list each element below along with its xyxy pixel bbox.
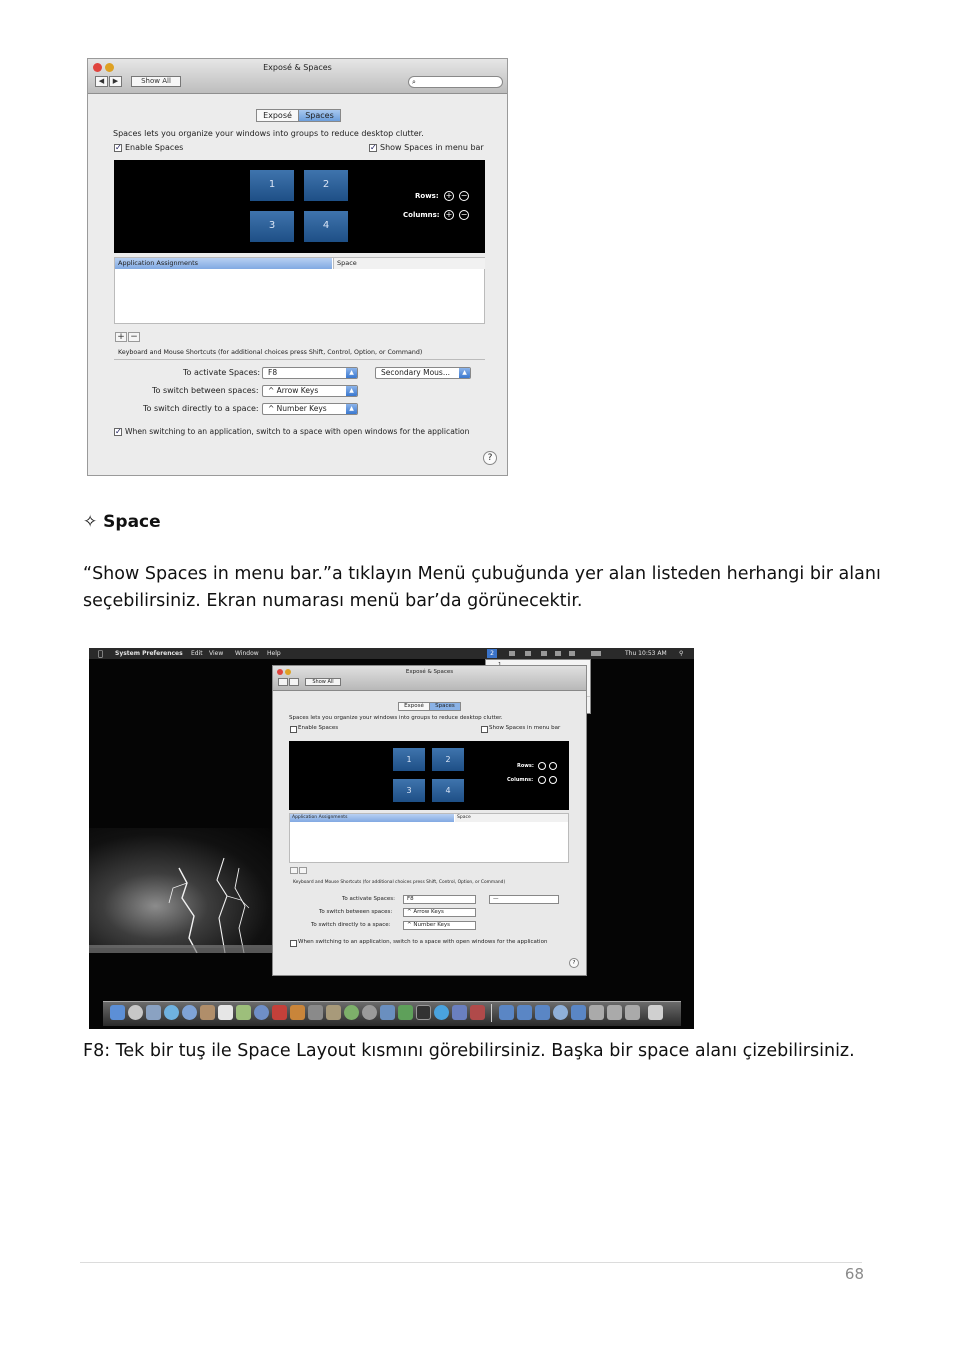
switch-direct-value: ^ Number Keys (268, 404, 327, 413)
space-tile-2[interactable]: 2 (432, 748, 464, 771)
help-button[interactable]: ? (569, 958, 579, 968)
app-icon[interactable] (470, 1005, 485, 1020)
bluetooth-icon[interactable] (525, 651, 531, 656)
rows-add-button[interactable]: + (445, 191, 453, 200)
spaces-description: Spaces lets you organize your windows into groups to reduce desktop clutter. (289, 715, 503, 721)
spotlight-icon[interactable]: ⚲ (679, 650, 684, 657)
back-button[interactable]: ◀ (95, 76, 108, 87)
spaces-layout-preview (289, 741, 569, 810)
address-book-icon[interactable] (200, 1005, 215, 1020)
show-in-menu-bar-checkbox[interactable] (481, 726, 488, 733)
time-machine-dock-icon[interactable] (344, 1005, 359, 1020)
rows-add-button[interactable] (538, 762, 546, 770)
xcode-icon[interactable] (380, 1005, 395, 1020)
column-header-application[interactable]: Application Assignments (290, 814, 454, 822)
space-tile-3[interactable]: 3 (393, 779, 425, 802)
activate-spaces-select[interactable]: F8 (403, 895, 476, 904)
switch-between-value: ^ Arrow Keys (268, 386, 319, 395)
chevron-updown-icon: ▲ (346, 404, 357, 414)
auto-switch-checkbox[interactable]: ✓ (115, 427, 122, 436)
enable-spaces-checkbox[interactable] (290, 726, 297, 733)
system-preferences-icon[interactable] (362, 1005, 377, 1020)
apple-icon[interactable] (98, 648, 103, 659)
switch-between-label: To switch between spaces: (319, 909, 393, 915)
preview-icon[interactable] (236, 1005, 251, 1020)
show-all-button[interactable]: Show All (305, 678, 341, 686)
folder-icon[interactable] (571, 1005, 586, 1020)
activate-spaces-select[interactable] (262, 367, 358, 379)
auto-switch-label: When switching to an application, switch to a space with open windows for the application (125, 427, 470, 436)
switch-direct-label: To switch directly to a space: (311, 922, 391, 928)
ical-icon[interactable] (218, 1005, 233, 1020)
activate-spaces-value: F8 (268, 368, 278, 377)
chevron-updown-icon: ▲ (346, 368, 357, 378)
section-title: Space (103, 512, 161, 532)
switch-between-label: To switch between spaces: (152, 386, 259, 395)
enable-spaces-label: Enable Spaces (298, 725, 339, 731)
folder-icon[interactable] (499, 1005, 514, 1020)
tab-expose[interactable]: Exposé (256, 109, 299, 122)
activate-mouse-select[interactable]: — (489, 895, 559, 904)
help-button[interactable]: ? (483, 451, 497, 465)
desktop-screenshot (89, 648, 694, 1029)
time-machine-icon[interactable] (541, 651, 547, 656)
document-icon[interactable] (589, 1005, 604, 1020)
shortcuts-header: Keyboard and Mouse Shortcuts (for additional choices press Shift, Control, Option, or Command) (293, 880, 506, 885)
rows-label: Rows: (517, 763, 534, 769)
columns-label: Columns: (507, 777, 534, 783)
shortcuts-header: Keyboard and Mouse Shortcuts (for additional choices press Shift, Control, Option, or Command) (118, 349, 423, 356)
tab-spaces[interactable]: Spaces (298, 109, 341, 122)
application-assignments-table[interactable] (289, 813, 569, 863)
menu-window[interactable]: Window (235, 650, 259, 657)
columns-add-button[interactable]: + (445, 210, 453, 219)
tab-expose[interactable]: Exposé (398, 702, 430, 711)
spaces-layout-preview (114, 160, 485, 253)
menu-extra-icon[interactable] (509, 651, 515, 656)
column-header-application[interactable]: Application Assignments (115, 258, 332, 269)
divider (114, 359, 485, 360)
safari-icon[interactable] (164, 1005, 179, 1020)
activate-spaces-label: To activate Spaces: (342, 896, 396, 902)
auto-switch-checkbox[interactable] (290, 940, 297, 947)
menu-system-preferences[interactable]: System Preferences (115, 650, 183, 657)
enable-spaces-label: Enable Spaces (125, 143, 184, 152)
auto-switch-label: When switching to an application, switch to a space with open windows for the application (298, 939, 548, 945)
footer-divider (80, 1262, 862, 1263)
switch-between-select[interactable] (262, 385, 358, 397)
dock (103, 1001, 681, 1026)
column-header-space[interactable]: Space (455, 814, 568, 822)
spaces-description: Spaces lets you organize your windows into groups to reduce desktop clutter. (113, 129, 424, 138)
garageband-icon[interactable] (326, 1005, 341, 1020)
show-all-button[interactable]: Show All (131, 76, 181, 87)
show-in-menu-bar-label: Show Spaces in menu bar (380, 143, 484, 152)
show-in-menu-bar-label: Show Spaces in menu bar (489, 725, 561, 731)
activity-monitor-icon[interactable] (398, 1005, 413, 1020)
dock-separator (491, 1004, 492, 1022)
imovie-icon[interactable] (308, 1005, 323, 1020)
spaces-menu-extra[interactable]: 2 (487, 649, 497, 658)
space-tile-3[interactable]: 3 (250, 211, 294, 242)
columns-add-button[interactable] (538, 776, 546, 784)
mail-icon[interactable] (146, 1005, 161, 1020)
sparkle-bullet-icon: ✧ (83, 512, 98, 532)
space-tile-2[interactable]: 2 (304, 170, 348, 201)
menu-bar (89, 648, 694, 659)
switch-direct-select[interactable]: ^ Number Keys (403, 921, 476, 930)
window-title: Exposé & Spaces (405, 669, 454, 675)
search-input[interactable] (408, 76, 503, 88)
download-icon[interactable] (553, 1005, 568, 1020)
add-assignment-button[interactable] (290, 867, 298, 874)
columns-remove-button[interactable]: − (460, 210, 468, 219)
forward-button[interactable]: ▶ (109, 76, 122, 87)
folder-icon[interactable] (517, 1005, 532, 1020)
itunes-icon[interactable] (254, 1005, 269, 1020)
page-number: 68 (844, 1265, 864, 1283)
remove-assignment-button[interactable]: − (128, 332, 140, 342)
add-assignment-button[interactable]: + (115, 332, 127, 342)
lightning-bolts (89, 828, 279, 953)
photo-booth-icon[interactable] (272, 1005, 287, 1020)
horizon (89, 945, 279, 953)
dashboard-icon[interactable] (128, 1005, 143, 1020)
show-in-menu-bar-checkbox[interactable]: ✓ (370, 143, 377, 152)
switch-between-select[interactable]: ^ Arrow Keys (403, 908, 476, 917)
remove-assignment-button[interactable] (299, 867, 307, 874)
window-title: Exposé & Spaces (263, 63, 332, 72)
menu-help[interactable]: Help (267, 650, 281, 657)
tab-spaces[interactable]: Spaces (429, 702, 461, 711)
menu-edit[interactable]: Edit (191, 650, 203, 657)
paragraph-menu-bar: “Show Spaces in menu bar.”a tıklayın Menü çubuğunda yer alan listeden herhangi bir alanı seçebilirsiniz. Ekran numarası menü bar’da görünecektir. (83, 564, 881, 611)
finder-icon[interactable] (110, 1005, 125, 1020)
iphoto-icon[interactable] (290, 1005, 305, 1020)
application-assignments-table[interactable] (114, 257, 485, 324)
space-tile-4[interactable]: 4 (432, 779, 464, 802)
section-heading (83, 512, 161, 532)
space-tile-1[interactable]: 1 (250, 170, 294, 201)
activate-mouse-select[interactable] (375, 367, 471, 379)
paragraph-f8: F8: Tek bir tuş ile Space Layout kısmını görebilirsiniz. Başka bir space alanı çizebilirsiniz. (83, 1041, 855, 1061)
terminal-icon[interactable] (416, 1005, 431, 1020)
wifi-icon[interactable] (555, 651, 561, 656)
window-titlebar (273, 666, 586, 691)
menu-view[interactable]: View (209, 650, 224, 657)
app-icon[interactable] (452, 1005, 467, 1020)
forward-button[interactable] (289, 678, 299, 686)
switch-direct-select[interactable] (262, 403, 358, 415)
ichat-icon[interactable] (182, 1005, 197, 1020)
document-icon[interactable] (607, 1005, 622, 1020)
columns-remove-button[interactable] (549, 776, 557, 784)
space-tile-1[interactable]: 1 (393, 748, 425, 771)
window-titlebar (88, 59, 507, 94)
enable-spaces-checkbox[interactable]: ✓ (115, 143, 122, 152)
activate-mouse-value: Secondary Mous... (381, 368, 450, 377)
search-icon: ⌕ (412, 78, 416, 86)
rows-label: Rows: (415, 192, 439, 200)
chevron-updown-icon: ▲ (459, 368, 470, 378)
expose-spaces-window (87, 58, 508, 476)
column-header-space[interactable]: Space (333, 258, 485, 269)
rows-remove-button[interactable]: − (460, 191, 468, 200)
battery-icon[interactable] (591, 651, 601, 656)
chevron-updown-icon: ▲ (346, 386, 357, 396)
columns-label: Columns: (403, 211, 440, 219)
activate-spaces-label: To activate Spaces: (183, 368, 261, 377)
document-icon[interactable] (625, 1005, 640, 1020)
expose-spaces-window-small (272, 665, 587, 976)
switch-direct-label: To switch directly to a space: (143, 404, 259, 413)
volume-icon[interactable] (569, 651, 575, 656)
rows-remove-button[interactable] (549, 762, 557, 770)
space-tile-4[interactable]: 4 (304, 211, 348, 242)
menu-clock[interactable]: Thu 10:53 AM (625, 650, 667, 657)
folder-icon[interactable] (535, 1005, 550, 1020)
trash-icon[interactable] (648, 1005, 663, 1020)
back-button[interactable] (278, 678, 288, 686)
skype-icon[interactable] (434, 1005, 449, 1020)
